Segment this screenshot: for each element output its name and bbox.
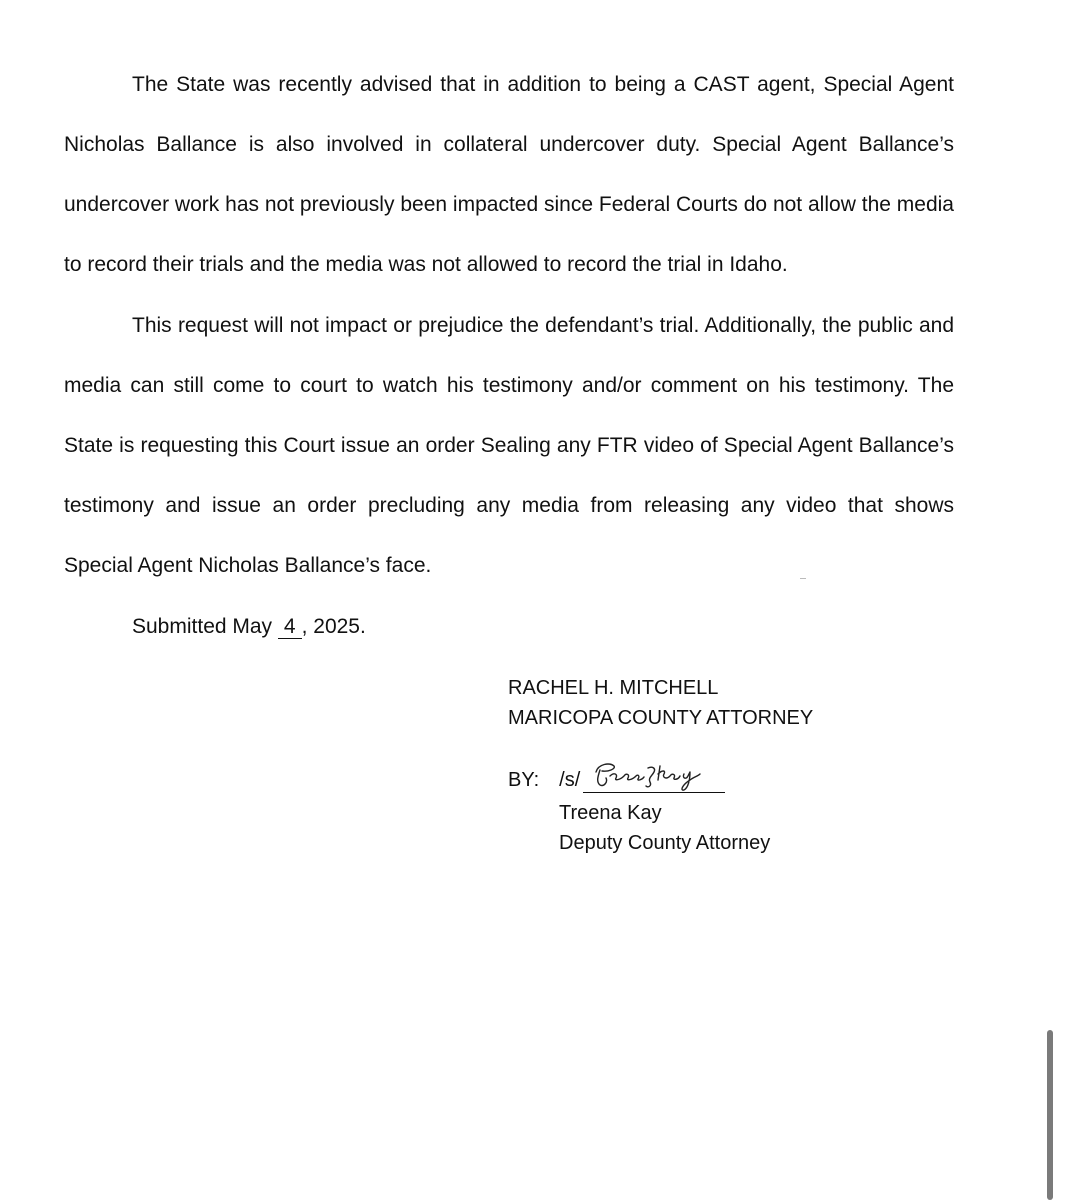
submitted-prefix: Submitted May (132, 615, 273, 638)
signature-underline (583, 792, 725, 793)
submitted-date-line (132, 612, 366, 642)
submitted-suffix: , 2025. (301, 615, 366, 638)
submitted-day: 4 (278, 616, 302, 639)
by-label: BY: (508, 769, 540, 791)
scan-artifact (800, 578, 806, 579)
by-line (508, 765, 580, 795)
signer-title: Deputy County Attorney (559, 832, 771, 854)
paragraph-body: This request will not impact or prejudice the defendant’s trial. Additionally, the public and media can still come to court to watch his testimony and/or comment on his testimony. The State is requesting this Court issue an order Sealing any FTR video of Special Agent Ballance’s testimony and issue an order precluding any media from releasing any video that shows Special Agent Nicholas Ballance’s face. (64, 314, 954, 577)
signer-name: Treena Kay (559, 802, 662, 824)
vertical-scrollbar[interactable] (1047, 1030, 1053, 1200)
paragraph-body: The State was recently advised that in addition to being a CAST agent, Special Agent Nicholas Ballance is also involved in collateral undercover duty. Special Agent Ballance’s undercover work has not previously been impacted since Federal Courts do not allow the media to record their trials and the media was not allowed to record the trial in Idaho. (64, 73, 954, 276)
handwritten-signature (590, 758, 710, 792)
signer-block (559, 798, 770, 858)
signature-block (508, 673, 813, 733)
by-prefix: /s/ (559, 769, 581, 791)
attorney-name: RACHEL H. MITCHELL (508, 677, 719, 699)
attorney-title: MARICOPA COUNTY ATTORNEY (508, 707, 814, 729)
